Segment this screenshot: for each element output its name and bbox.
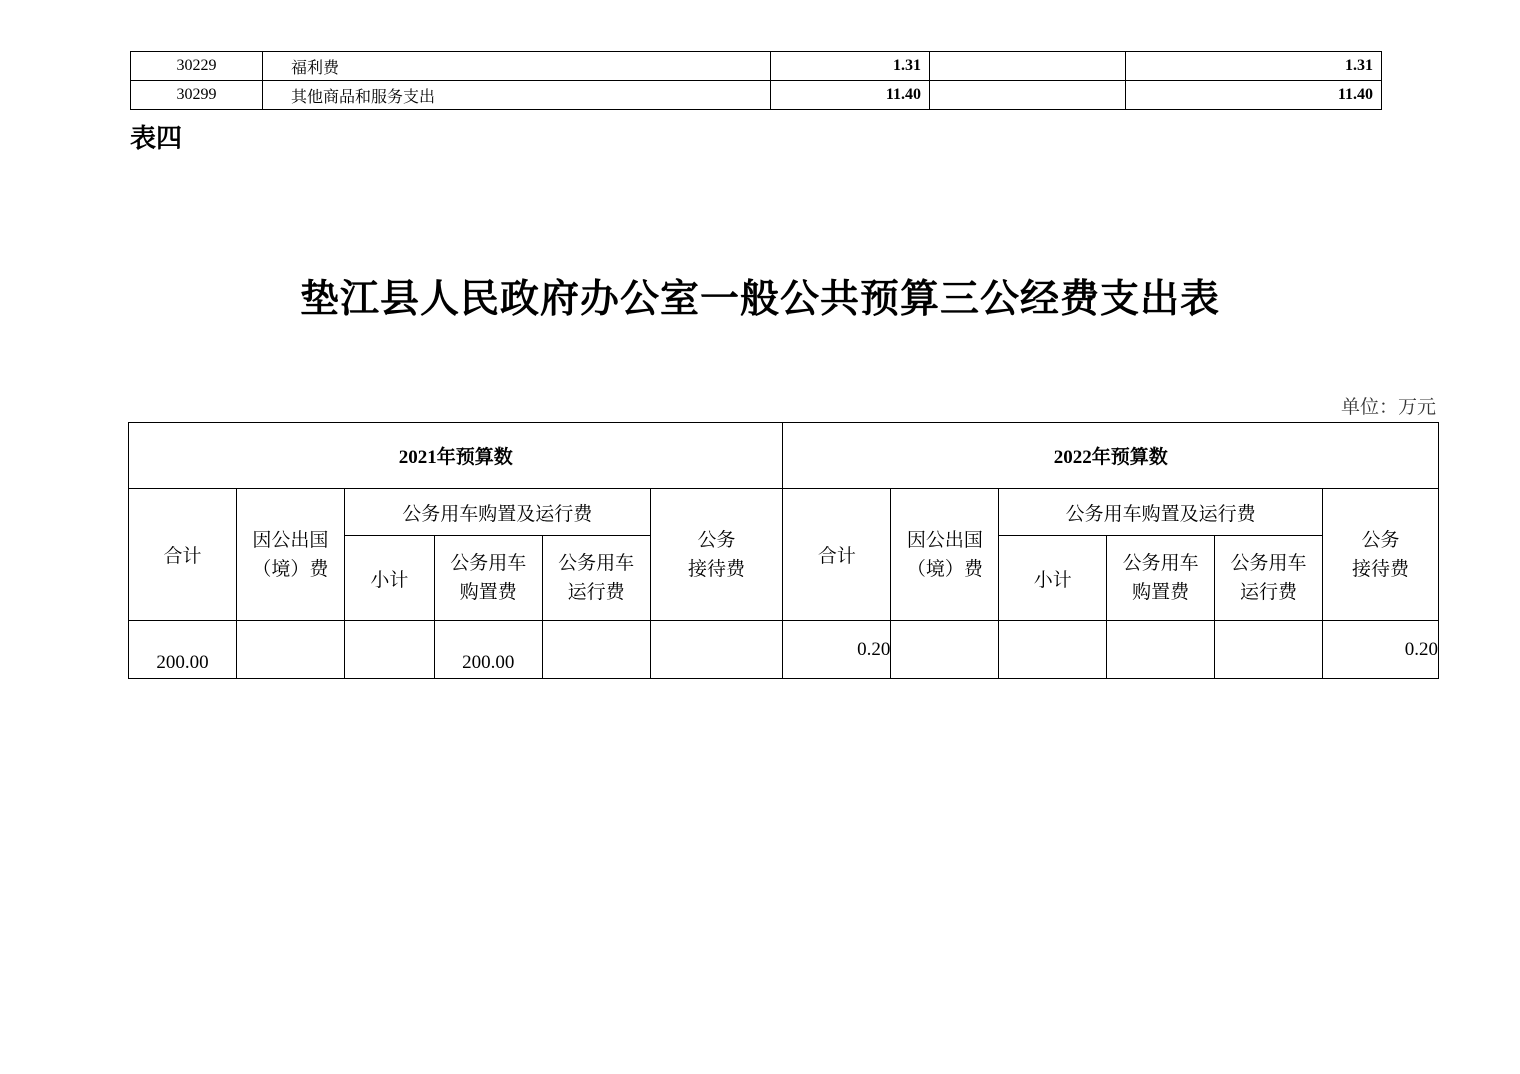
table-row-values — [129, 621, 1439, 679]
page-title: 垫江县人民政府办公室一般公共预算三公经费支出表 — [299, 277, 1220, 322]
header-operation-2022 — [1215, 536, 1323, 621]
year-2021-number: 2021 — [398, 447, 437, 468]
value-reception-2021 — [650, 621, 783, 679]
header-operation-line2: 运行费 — [1240, 581, 1298, 603]
header-abroad-2021 — [236, 489, 344, 621]
header-purchase-line2: 购置费 — [459, 581, 517, 603]
row-amount-total: 1.31 — [1126, 52, 1382, 81]
row-name: 福利费 — [263, 52, 771, 81]
value-subtotal-2022 — [999, 621, 1107, 679]
header-purchase-line1: 公务用车 — [1122, 552, 1199, 574]
row-amount: 11.40 — [771, 81, 930, 110]
row-middle — [930, 52, 1126, 81]
section-label: 表四 — [130, 124, 183, 154]
year-2021-header — [129, 423, 783, 489]
header-abroad-line2: （境）费 — [906, 557, 983, 580]
value-reception-2022: 0.20 — [1323, 621, 1439, 679]
header-row-categories — [129, 489, 1439, 536]
value-abroad-2021 — [236, 621, 344, 679]
value-operation-2022 — [1215, 621, 1323, 679]
unit-label: 单位：万元 — [1340, 396, 1436, 418]
row-middle — [930, 81, 1126, 110]
header-abroad-line1: 因公出国 — [906, 528, 983, 551]
row-amount: 1.31 — [771, 52, 930, 81]
three-expense-table — [128, 422, 1439, 679]
row-code: 30229 — [131, 52, 263, 81]
header-reception-line2: 接待费 — [688, 557, 746, 580]
expense-detail-table — [130, 51, 1382, 110]
header-total-2021: 合计 — [129, 489, 237, 621]
header-operation-line1: 公务用车 — [1230, 552, 1307, 574]
year-2022-header — [783, 423, 1439, 489]
row-name: 其他商品和服务支出 — [263, 81, 771, 110]
year-2022-number: 2022 — [1053, 447, 1092, 468]
value-operation-2021 — [542, 621, 650, 679]
header-reception-2022 — [1323, 489, 1439, 621]
year-2022-suffix: 年预算数 — [1091, 446, 1168, 468]
value-purchase-2022 — [1107, 621, 1215, 679]
header-purchase-2021 — [434, 536, 542, 621]
value-total-2022: 0.20 — [783, 621, 891, 679]
header-reception-2021 — [650, 489, 783, 621]
header-vehicle-group-2022: 公务用车购置及运行费 — [999, 489, 1323, 536]
header-reception-line1: 公务 — [697, 528, 736, 551]
header-subtotal-2022: 小计 — [999, 536, 1107, 621]
header-abroad-line2: （境）费 — [252, 557, 329, 580]
value-abroad-2022 — [891, 621, 999, 679]
header-reception-line1: 公务 — [1361, 528, 1400, 551]
header-purchase-line1: 公务用车 — [450, 552, 527, 574]
table-row — [131, 81, 1382, 110]
header-reception-line2: 接待费 — [1351, 557, 1409, 580]
table-row — [131, 52, 1382, 81]
header-subtotal-2021: 小计 — [344, 536, 434, 621]
row-code: 30299 — [131, 81, 263, 110]
header-operation-line1: 公务用车 — [558, 552, 635, 574]
header-abroad-line1: 因公出国 — [252, 528, 329, 551]
value-subtotal-2021 — [344, 621, 434, 679]
header-row-years — [129, 423, 1439, 489]
header-total-2022: 合计 — [783, 489, 891, 621]
year-2021-suffix: 年预算数 — [436, 446, 513, 468]
value-purchase-2021: 200.00 — [434, 621, 542, 679]
header-purchase-line2: 购置费 — [1132, 581, 1190, 603]
header-vehicle-group-2021: 公务用车购置及运行费 — [344, 489, 650, 536]
value-total-2021: 200.00 — [129, 621, 237, 679]
header-abroad-2022 — [891, 489, 999, 621]
header-operation-line2: 运行费 — [567, 581, 625, 603]
header-operation-2021 — [542, 536, 650, 621]
row-amount-total: 11.40 — [1126, 81, 1382, 110]
header-purchase-2022 — [1107, 536, 1215, 621]
